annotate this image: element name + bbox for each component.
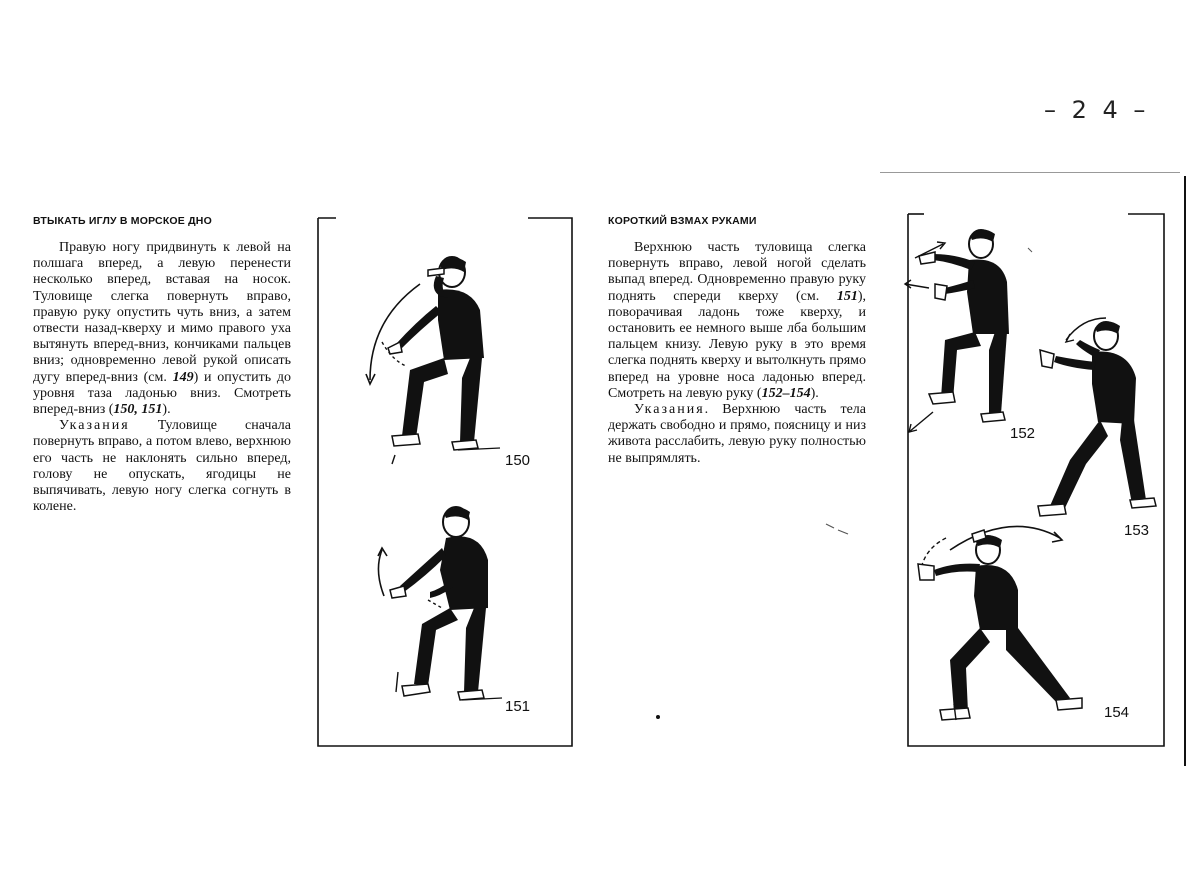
figure-label-150: 150 (505, 452, 531, 469)
page-number: – 2 4 – (1044, 96, 1150, 124)
figure-label-154: 154 (1104, 704, 1130, 721)
right-paragraph: Верхнюю часть туловища слегка повернуть вправо, левой ногой сделать выпад вперед. Одновременно правую руку поднять спереди кверху (см. 151), поворачивая ладонь тоже кверху, и остановить ее немного выше лба большим пальцем книзу. Левую руку в это время слегка поднять кверху и вытолкнуть прямо вперед на уровне носа ладонью вперед. Смотреть на левую руку (152–154). (608, 240, 866, 401)
figure-label-153: 153 (1124, 522, 1150, 539)
right-notes: Указания. Верхнюю часть тела держать свободно и прямо, поясницу и низ живота расслабить, левую руку полностью не выпрямлять. (608, 402, 866, 466)
figure-label-152: 152 (1010, 425, 1036, 442)
left-notes: Указания Туловище сначала повернуть вправо, а потом влево, верхнюю его часть не наклонять сильно вперед, голову не опускать, ягодицы не выпячивать, левую ногу слегка согнуть в колене. (33, 418, 291, 515)
left-section-title: ВТЫКАТЬ ИГЛУ В МОРСКОЕ ДНО (33, 215, 212, 227)
left-paragraph: Правую ногу придвинуть к левой на полшага вперед, а левую перенести несколько вперед, вставая на носок. Туловище слегка повернуть вправо, правую руку опустить чуть вниз, а затем отвести назад-кверху и мимо правого уха вытянуть вперед-вниз, кончиками пальцев вниз; одновременно левой рукой описать дугу вперед-вниз (см. 149) и опустить до уровня таза ладонью вниз. Смотреть вперед-вниз (150, 151). (33, 240, 291, 418)
figure-label-151: 151 (505, 698, 531, 715)
right-section-title: КОРОТКИЙ ВЗМАХ РУКАМИ (608, 215, 757, 227)
